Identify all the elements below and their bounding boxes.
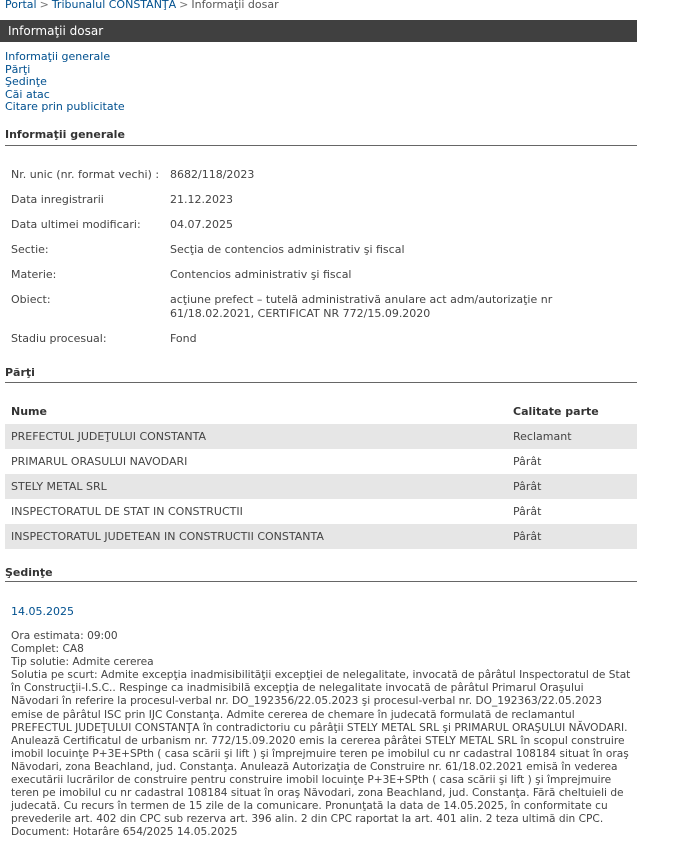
party-role: Pârât (507, 524, 637, 549)
table-row (5, 449, 637, 474)
info-value: 8682/118/2023 (170, 168, 255, 181)
info-label: Data ultimei modificari: (11, 218, 141, 231)
party-role: Pârât (513, 505, 542, 518)
table-row (5, 499, 637, 524)
info-label: Obiect: (11, 293, 51, 306)
breadcrumb-current: Informaţii dosar (191, 0, 279, 11)
section-heading-parti: Părţi (5, 366, 637, 383)
info-label: Materie: (11, 268, 57, 281)
sedinta-details (11, 630, 631, 840)
breadcrumb-separator: > (179, 0, 189, 11)
sedinta-complet: Complet: CA8 (11, 643, 84, 656)
breadcrumb-portal-link[interactable]: Portal (5, 0, 37, 11)
party-name: PREFECTUL JUDEŢULUI CONSTANTA (5, 424, 507, 449)
table-row (5, 524, 637, 549)
section-nav (5, 51, 125, 114)
party-name: STELY METAL SRL (5, 474, 507, 499)
breadcrumb (5, 0, 637, 11)
table-row (5, 474, 637, 499)
nav-link-citare-publicitate[interactable]: Citare prin publicitate (5, 100, 125, 113)
nav-link-sedinte[interactable]: Şedinţe (5, 75, 47, 88)
breadcrumb-court-link[interactable]: Tribunalul CONSTANŢA (51, 0, 177, 11)
info-label: Data inregistrarii (11, 193, 104, 206)
breadcrumb-separator: > (39, 0, 49, 11)
section-heading-general: Informaţii generale (5, 128, 637, 146)
info-value: acţiune prefect – tutelă administrativă anulare act adm/autorizaţie nr 61/18.02.2021, CERTIFICAT NR 772/15.09.2020 (170, 293, 553, 320)
parti-table (5, 398, 637, 549)
table-header-row (5, 398, 637, 424)
page-title-bar (0, 20, 637, 42)
info-value: Secţia de contencios administrativ şi fiscal (170, 243, 405, 256)
info-value: 04.07.2025 (170, 218, 233, 231)
nav-link-informatii-generale[interactable]: Informaţii generale (5, 50, 111, 63)
party-name: INSPECTORATUL JUDETEAN IN CONSTRUCTII CONSTANTA (5, 524, 507, 549)
table-row (5, 424, 637, 449)
info-label: Sectie: (11, 243, 49, 256)
info-label: Nr. unic (nr. format vechi) : (11, 168, 160, 181)
sedinta-tip-solutie: Tip solutie: Admite cererea (11, 656, 154, 669)
sedinta-document: Document: Hotarâre 654/2025 14.05.2025 (11, 826, 238, 839)
sedinta-date: 14.05.2025 (11, 605, 74, 618)
party-role: Pârât (507, 474, 637, 499)
page-title: Informaţii dosar (8, 24, 104, 38)
section-heading-sedinte: Şedinţe (5, 566, 637, 582)
party-name: PRIMARUL ORASULUI NAVODARI (11, 455, 188, 468)
party-role: Pârât (513, 455, 542, 468)
column-header-nume: Nume (11, 404, 47, 418)
party-role: Reclamant (507, 424, 637, 449)
sedinta-ora: Ora estimata: 09:00 (11, 630, 118, 642)
sedinta-solutie: Solutia pe scurt: Admite excepţia inadmisibilităţii excepţiei de nelegalitate, invocată de pârâtul Inspectoratul de Stat în Construcţii-I.S.C.. Respinge ca inadmisibilă excepţia de nelegalitate invocată de pârâtul Primarul Oraşului Năvodari în referire la procesul-verbal nr. DO_192356/22.05.2023 şi procesul-verbal nr. DO_192363/22.05.2023 emise de pârâtul ISC prin IJC Constanţa. Admite cererea de chemare în judecată formulată de reclamantul PREFECTUL JUDEŢULUI CONSTANŢA în contradictoriu cu pârâţii STELY METAL SRL şi PRIMARUL ORAŞULUI NĂVODARI. Anulează Certificatul de urbanism nr. 772/15.09.2020 emis la cererea pârâtei STELY METAL SRL în scopul construire imobil locuinţe P+3E+SPth ( casa scării şi lift ) şi împrejmuire teren pe imobilul cu nr cadastral 108184 situat în oraş Năvodari, zona Beachland, jud. Constanţa. Anulează Autorizaţia de Construire nr. 61/18.02.2021 emisă în vederea executării lucrărilor de construire pentru construire imobil locuinţe P+3E+SPth ( casa scării şi lift ) şi împrejmuire teren pe imobilul cu nr cadastral 108184 situat în oraş Năvodari, zona Beachland, jud. Constanţa. Fără cheltuieli de judecată. Cu recurs în termen de 15 zile de la comunicare. Pronunţată la data de 14.05.2025, în conformitate cu prevederile art. 402 din CPC sub rezerva art. 396 alin. 2 din CPC raportat la art. 401 alin. 2 teza ultimă din CPC. (11, 669, 631, 826)
party-name: INSPECTORATUL DE STAT IN CONSTRUCTII (11, 505, 243, 518)
info-label: Stadiu procesual: (11, 332, 107, 345)
info-value: Contencios administrativ şi fiscal (170, 268, 352, 281)
column-header-calitate: Calitate parte (513, 404, 599, 418)
info-value: 21.12.2023 (170, 193, 233, 206)
info-value: Fond (170, 332, 197, 345)
nav-link-parti[interactable]: Părţi (5, 62, 31, 76)
nav-link-cai-atac[interactable]: Căi atac (5, 87, 50, 101)
